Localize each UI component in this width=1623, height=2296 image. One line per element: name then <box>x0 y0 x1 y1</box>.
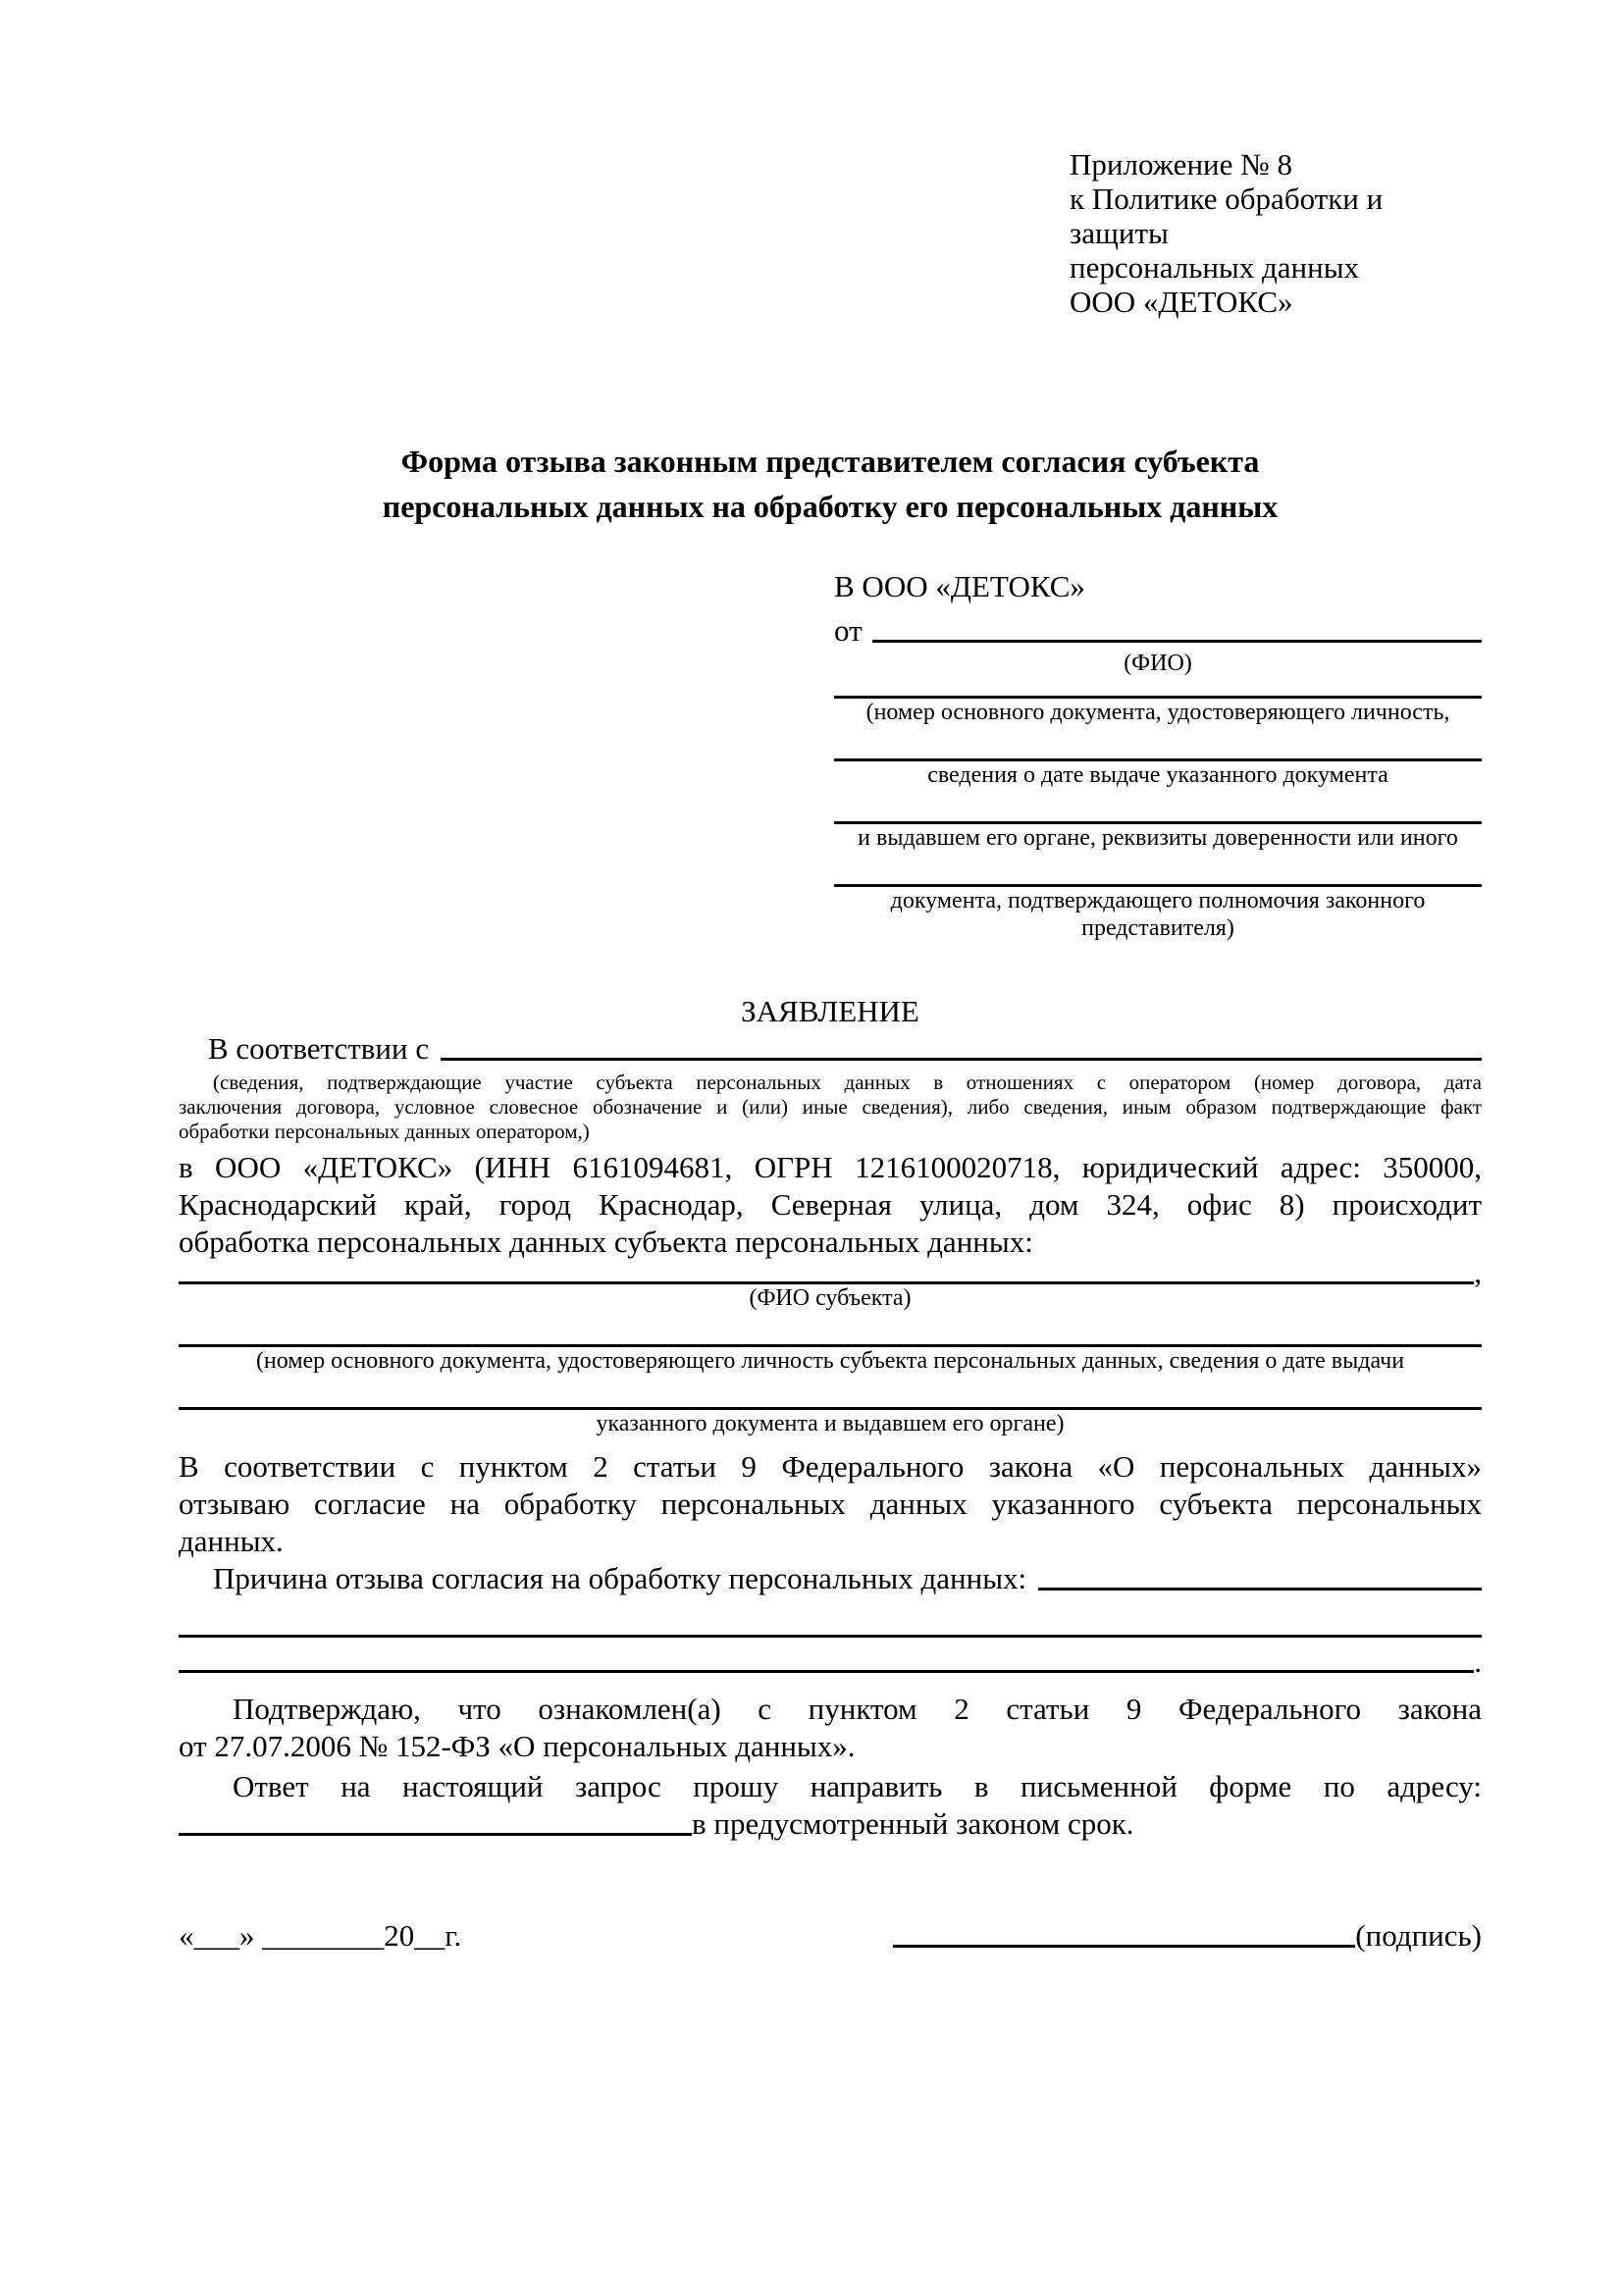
operator-paragraph-line: обработка персональных данных субъекта персональных данных: <box>179 1225 1033 1259</box>
withdrawal-paragraph-line: В соответствии с пунктом 2 статьи 9 Федерального закона «О персональных данных» <box>179 1449 1482 1484</box>
addressee-to: В ООО «ДЕТОКС» <box>834 569 1085 603</box>
date-placeholder: «___» ________20__г. <box>179 1918 462 1953</box>
trailing-period: . <box>1474 1644 1482 1679</box>
confirmation-paragraph <box>179 1691 1482 1765</box>
confirmation-line: Подтверждаю, что ознакомлен(а) с пунктом 2 статьи 9 Федерального закона <box>233 1692 1482 1726</box>
operator-paragraph <box>179 1149 1482 1261</box>
intro-row <box>179 1030 1482 1068</box>
footnote-line: заключения договора, условное словесное обозначение и (или) иные сведения), либо сведения, иным образом подтверждающие факт <box>179 1095 1482 1119</box>
trailing-comma: , <box>1474 1255 1482 1289</box>
blank-line[interactable] <box>834 852 1482 887</box>
representative-doc-field <box>834 789 1482 852</box>
withdrawal-paragraph-line: отзываю согласие на обработку персональных данных указанного субъекта персональных <box>179 1487 1482 1521</box>
confirmation-line: от 27.07.2006 № 152-ФЗ «О персональных данных». <box>179 1729 856 1763</box>
reply-paragraph <box>179 1768 1482 1843</box>
from-row <box>834 612 1482 650</box>
reason-row <box>179 1560 1482 1597</box>
footer-row <box>179 1917 1482 1955</box>
field-caption: документа, подтверждающего полномочия законного представителя) <box>890 888 1426 941</box>
subject-fio-caption: (ФИО субъекта) <box>749 1285 912 1311</box>
reason-blank-row-3 <box>179 1644 1482 1679</box>
subject-fio-blank-line[interactable] <box>179 1266 1474 1284</box>
reply-tail: в предусмотренный законом срок. <box>692 1806 1134 1841</box>
subject-doc-caption: указанного документа и выдавшем его органе) <box>596 1411 1065 1436</box>
appendix-block <box>1070 147 1482 319</box>
representative-doc-field <box>834 726 1482 789</box>
statement-heading: ЗАЯВЛЕНИЕ <box>741 994 919 1028</box>
document-title <box>179 439 1482 529</box>
blank-line[interactable] <box>834 677 1482 699</box>
intro-blank-line[interactable] <box>441 1030 1482 1061</box>
appendix-line: Приложение № 8 <box>1070 147 1292 182</box>
subject-doc-field <box>179 1312 1482 1375</box>
appendix-line: ООО «ДЕТОКС» <box>1070 285 1293 319</box>
blank-line[interactable] <box>179 1312 1482 1347</box>
field-caption: (номер основного документа, удостоверяющего личность, <box>865 700 1450 725</box>
appendix-line: к Политике обработки и защиты <box>1070 182 1384 250</box>
reason-blank-line[interactable] <box>1038 1560 1482 1591</box>
from-label: от <box>834 613 863 648</box>
field-caption: и выдавшем его органе, реквизиты доверенности или иного <box>858 825 1458 851</box>
signature-blank-line[interactable] <box>893 1917 1355 1948</box>
addressee-block <box>834 568 1482 942</box>
appendix-line: персональных данных <box>1070 250 1360 285</box>
representative-doc-field <box>834 852 1482 942</box>
footnote-line: (сведения, подтверждающие участие субъекта персональных данных в отношениях с оператором (номер договора, дата <box>213 1070 1482 1094</box>
subject-doc-caption: (номер основного документа, удостоверяющего личность субъекта персональных данных, сведения о дате выдачи <box>255 1348 1405 1374</box>
withdrawal-paragraph <box>179 1448 1482 1560</box>
operator-paragraph-line: в ООО «ДЕТОКС» (ИНН 6161094681, ОГРН 1216100020718, юридический адрес: 350000, <box>179 1150 1482 1184</box>
fio-caption: (ФИО) <box>1124 651 1192 676</box>
blank-line[interactable] <box>179 1375 1482 1410</box>
blank-line[interactable] <box>834 726 1482 761</box>
footnote-line: обработки персональных данных оператором,) <box>179 1120 590 1143</box>
reply-line: Ответ на настоящий запрос прошу направить в письменной форме по адресу: <box>233 1769 1482 1803</box>
intro-label: В соответствии с <box>208 1031 430 1066</box>
signature-caption: (подпись) <box>1355 1918 1482 1953</box>
reason-blank-line-2[interactable] <box>179 1635 1482 1638</box>
signature-group <box>893 1917 1482 1955</box>
operator-paragraph-line: Краснодарский край, город Краснодар, Северная улица, дом 324, офис 8) происходит <box>179 1187 1482 1222</box>
document-title-line: персональных данных на обработку его персональных данных <box>382 489 1279 524</box>
representative-doc-field <box>834 677 1482 726</box>
blank-line[interactable] <box>834 789 1482 824</box>
reason-blank-line-3[interactable] <box>179 1656 1474 1673</box>
reason-label: Причина отзыва согласия на обработку персональных данных: <box>213 1561 1027 1595</box>
footnote <box>179 1070 1482 1144</box>
field-caption: сведения о дате выдаче указанного документа <box>927 762 1388 788</box>
withdrawal-paragraph-line: данных. <box>179 1524 284 1558</box>
reply-address-blank-line[interactable] <box>179 1805 692 1836</box>
document-title-line: Форма отзыва законным представителем согласия субъекта <box>400 444 1260 479</box>
subject-fio-row <box>179 1255 1482 1289</box>
from-blank-line[interactable] <box>872 612 1482 643</box>
reply-address-row <box>179 1805 1482 1843</box>
subject-doc-field <box>179 1375 1482 1437</box>
